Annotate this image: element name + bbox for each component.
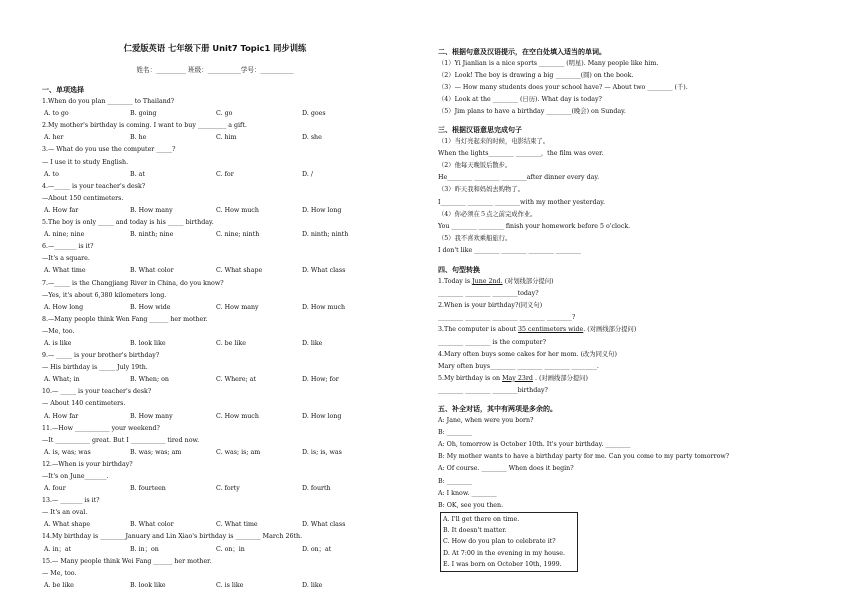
dialog-line: A: Jane, when were you born? (438, 417, 534, 425)
question-stem: 4.—_____ is your teacher's desk? (42, 182, 146, 190)
prompt-note: . (对画线部分提问) (532, 374, 588, 382)
option: C. on；in (216, 545, 245, 553)
option: A. to go (44, 110, 69, 118)
translate-line: When the lights________ ________，the film was over. (438, 150, 604, 158)
fill-blank-line: （3）— How many students does your school have? — About two ________ (千). (438, 84, 688, 92)
options-row (42, 169, 388, 181)
option: C. forty (216, 485, 240, 493)
option: B. he (130, 134, 147, 142)
choice-option: E. I was born on October 10th, 1999. (443, 560, 562, 568)
question-stem: 13.— _______ is it? (42, 497, 100, 505)
question-stem: 7.—_____ is the Changjiang River in China, do you know? (42, 279, 224, 287)
options-row (42, 374, 388, 386)
option: B. ninth; nine (130, 231, 174, 239)
prompt-text: 1.Today is (438, 278, 473, 286)
options-row (42, 108, 388, 120)
question-stem: 9.— _____ is your brother's birthday? (42, 352, 160, 360)
question-stem: — I use it to study English. (42, 158, 129, 166)
option: D. ninth; ninth (302, 231, 349, 239)
translate-line: I don't like ________ ________ ________ ________ (438, 246, 581, 254)
option: B. was; was; am (130, 448, 182, 456)
transform-prompt (438, 349, 820, 361)
answer-line: ________ ________ ________birthday? (438, 386, 548, 394)
option: D. is; is, was (302, 448, 342, 456)
option: C. What time (216, 521, 258, 529)
options-row (42, 544, 388, 556)
question-stem: —It's on June_______. (42, 473, 109, 480)
option: A. be like (44, 581, 74, 589)
option: B. at (130, 170, 145, 178)
question-stem: 1.When do you plan ________ to Thailand? (42, 98, 175, 106)
question-stem: —About 150 centimeters. (42, 194, 124, 202)
underlined-part: May 23rd (502, 374, 533, 382)
options-row (42, 580, 388, 592)
answer-line: ________ ________ is the computer? (438, 338, 546, 346)
section-5-heading: 五、补全对话，其中有两项是多余的。 (438, 405, 557, 413)
option: A. What time (44, 267, 86, 275)
option: A. her (44, 134, 64, 142)
section-5 (438, 403, 820, 568)
option: B. in；on (130, 545, 159, 553)
option: D. she (302, 134, 322, 142)
choice-option: D. At 7:00 in the evening in my house. (443, 549, 565, 557)
option: A. to (44, 170, 59, 178)
section-3 (438, 124, 820, 257)
question-list (42, 96, 388, 592)
option: B. How many (130, 412, 173, 420)
section-2 (438, 46, 820, 119)
question-stem: —It's a square. (42, 255, 90, 263)
fill-blank-line: （5）Jim plans to have a birthday ________(晚会) on Sunday. (438, 108, 626, 116)
translate-line: I________ ________ ________with my mother yesterday. (438, 198, 605, 206)
section-4-heading: 四、句型转换 (438, 266, 480, 274)
underlined-part: 35 centimeters wide (518, 326, 584, 334)
translate-line: （1）当灯亮起来的时候，电影结束了。 (438, 138, 550, 146)
dialog-lines (438, 415, 820, 512)
dialog-line: A: I know. ________ (438, 489, 497, 497)
option: C. nine; ninth (216, 231, 260, 239)
options-row (42, 265, 388, 277)
option: B. When; on (130, 376, 169, 384)
option: D. How; for (302, 376, 339, 384)
question-stem: — Me, too. (42, 569, 77, 577)
option: D. How long (302, 412, 342, 420)
underlined-part: June 2nd. (472, 278, 503, 286)
section-2-lines (438, 58, 820, 118)
section-2-heading: 二、根据句意及汉语提示，在空白处填入适当的单词。 (438, 48, 606, 56)
option: D. like (302, 581, 323, 589)
option: D. What class (302, 267, 346, 275)
option: B. look like (130, 581, 166, 589)
option: D. / (302, 170, 313, 178)
dialog-line: B: OK, see you then. (438, 501, 504, 509)
question-stem: 12.—When is your birthday? (42, 460, 133, 468)
dialog-line: B: My mother wants to have a birthday party for me. Can you come to my party tomorrow? (438, 453, 730, 461)
prompt-text: 2.When is your birthday?(同义句) (438, 302, 543, 310)
option: C. Where; at (216, 376, 256, 384)
translate-line: （3）昨天我和妈妈去购物了。 (438, 186, 524, 194)
option: A. is like (44, 339, 72, 347)
question-stem: — It's an oval. (42, 509, 88, 517)
option: B. What color (130, 521, 174, 529)
question-stem: 6.—_______ is it? (42, 243, 94, 251)
page-title: 仁爱版英语 七年级下册 Unit7 Topic1 同步训练 (123, 43, 307, 53)
option: D. What class (302, 521, 346, 529)
answer-line: ________ ________ ________ ________ ________? (438, 314, 576, 322)
option: C. him (216, 134, 237, 142)
option: D. How long (302, 206, 342, 214)
option: B. look like (130, 339, 166, 347)
option: A. four (44, 485, 66, 493)
choice-option: B. It doesn't matter. (443, 527, 507, 535)
option: B. going (130, 110, 157, 118)
question-stem: — About 140 centimeters. (42, 400, 126, 408)
transform-prompt (438, 276, 820, 288)
option: D. How much (302, 303, 346, 311)
question-stem: 10.— _____ is your teacher's desk? (42, 388, 152, 396)
question-stem: 11.—How ___________ your weekend? (42, 424, 160, 432)
choice-option: C. How do you plan to celebrate it? (443, 538, 556, 546)
options-row (42, 229, 388, 241)
option: D. goes (302, 110, 326, 118)
question-stem: —It ___________ great. But I ___________ tired now. (42, 436, 200, 444)
transform-prompt (438, 373, 820, 385)
translate-line: （2）他每天晚饭后散步。 (438, 162, 512, 170)
options-row (42, 519, 388, 531)
options-row (42, 302, 388, 314)
options-row (42, 205, 388, 217)
option: D. on；at (302, 545, 332, 553)
option: A. is, was; was (44, 448, 91, 456)
option: A. How far (44, 412, 79, 420)
question-stem: —Yes, it's about 6,380 kilometers long. (42, 291, 167, 299)
choice-option: A. I'll get there on time. (443, 516, 520, 523)
options-row (42, 338, 388, 350)
option: C. go (216, 110, 233, 118)
option: B. How wide (130, 303, 171, 311)
answer-line: ________ ________ ________today? (438, 290, 539, 298)
option: D. fourth (302, 485, 331, 493)
student-info-line: 姓名：_________ 班级：__________学号：__________ (136, 66, 294, 74)
option: A. How long (44, 303, 84, 311)
fill-blank-line: （2）Look! The boy is drawing a big ________(圆) on the book. (438, 72, 634, 80)
section-1-heading: 一、单项选择 (42, 86, 84, 94)
section-3-heading: 三、根据汉语意思完成句子 (438, 126, 522, 134)
dialog-line: B: ________ (438, 477, 472, 485)
choices-box (440, 512, 578, 572)
prompt-note: (对划线部分提问) (502, 278, 554, 286)
options-row (42, 132, 388, 144)
question-stem: 3.— What do you use the computer _____? (42, 146, 176, 154)
transform-prompt (438, 324, 820, 336)
option: B. How many (130, 206, 173, 214)
prompt-text: 3.The computer is about (438, 326, 519, 334)
question-stem: 14.My birthday is ________January and Lin Xiao's birthday is ________ March 26th. (42, 533, 303, 541)
option: A. What shape (44, 521, 91, 529)
option: B. fourteen (130, 485, 166, 493)
question-stem: —Me, too. (42, 327, 75, 335)
options-row (42, 411, 388, 423)
question-stem: — His birthday is _____ July 19th. (42, 364, 148, 372)
translate-line: （5）我不喜欢乘船旅行。 (438, 234, 512, 242)
section-1 (42, 84, 388, 592)
answer-line: Mary often buys________ ________ ________ ________. (438, 362, 599, 370)
question-stem: 15.— Many people think Wei Fang ______ her mother. (42, 557, 212, 565)
section-4-items (438, 276, 820, 397)
question-stem: 5.The boy is only _____ and today is his _____ birthday. (42, 219, 214, 227)
option: C. was; is; am (216, 448, 261, 456)
translate-line: You ________ ________ finish your homework before 5 o'clock. (438, 222, 631, 230)
prompt-note: . (对画线部分提问) (583, 326, 637, 334)
option: C. How much (216, 206, 259, 214)
option: B. What color (130, 267, 174, 275)
dialog-line: B: ________ (438, 429, 472, 437)
options-row (42, 483, 388, 495)
option: A. What; in (44, 376, 80, 384)
section-4 (438, 264, 820, 397)
dialog-line: A: Of course. ________ When does it begin? (438, 465, 574, 473)
translate-line: He________ ________ ________after dinner every day. (438, 174, 600, 182)
question-stem: 2.My mother's birthday is coming. I want to buy _________ a gift. (42, 122, 247, 130)
option: C. How much (216, 412, 259, 420)
option: A. nine; nine (44, 231, 85, 239)
option: C. What shape (216, 267, 263, 275)
option: A. How far (44, 206, 79, 214)
options-row (42, 447, 388, 459)
dialog-line: A: Oh, tomorrow is October 10th. It's your birthday. ________ (438, 441, 631, 449)
transform-prompt (438, 300, 820, 312)
option: C. is like (216, 581, 244, 589)
option: C. be like (216, 339, 246, 347)
fill-blank-line: （4）Look at the ________ (日历). What day is today? (438, 96, 602, 104)
section-3-lines (438, 136, 820, 257)
prompt-text: 5.My birthday is on (438, 374, 503, 382)
option: C. for (216, 170, 234, 178)
fill-blank-line: （1）Yi Jianlian is a nice sports ________ (明星). Many people like him. (438, 60, 659, 68)
option: C. How many (216, 303, 259, 311)
option: A. in；at (44, 545, 72, 553)
option: D. like (302, 339, 323, 347)
translate-line: （4）你必须在５点之前完成作业。 (438, 210, 537, 218)
question-stem: 8.—Many people think Wen Fang ______ her mother. (42, 315, 208, 323)
prompt-text: 4.Mary often buys some cakes for her mom. (改为同义句) (438, 350, 617, 358)
